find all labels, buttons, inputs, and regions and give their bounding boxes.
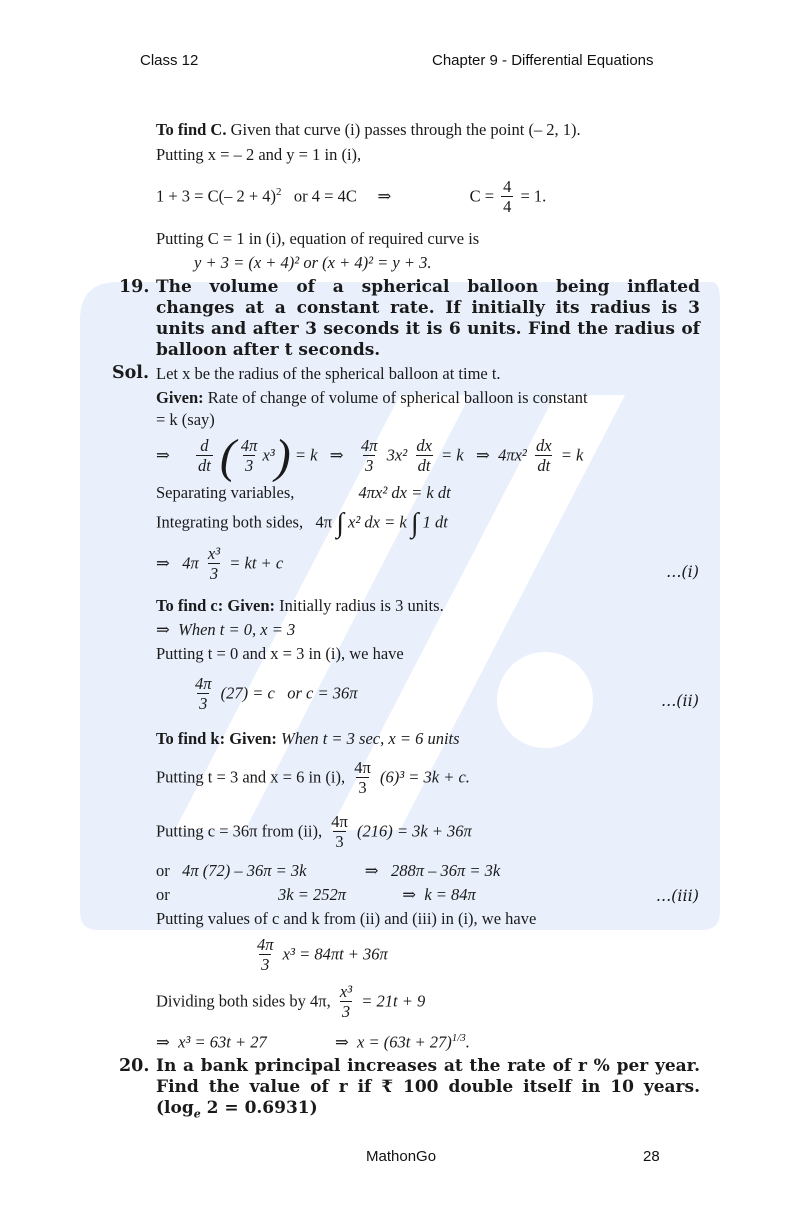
- question-20-number: 20.: [119, 1056, 150, 1076]
- derivative-equation: ⇒ $\frac{d}{dt}$ ( $\frac{4\pi}{3}$ x³) = k ⇒ $\frac{4\pi}{3}$ 3x² $\frac{dx}{dt}$ = k ⇒ 4πx² $\frac{dx}{dt}$ = k: [156, 430, 584, 483]
- find-k-line: To find k: Given: When t = 3 sec, x = 6 units: [156, 729, 460, 748]
- equation-k4: or 3k = 252π ⇒ k = 84π: [156, 885, 476, 904]
- separating-line: Separating variables, 4πx² dx = k dt: [156, 483, 451, 502]
- putting-line-6: Putting values of c and k from (ii) and (iii) in (i), we have: [156, 909, 537, 928]
- question-20-text: In a bank principal increases at the rate of r % per year. Find the value of r if ₹ 100 double itself in 10 years. ($\log_e$ 2 = 0.6931): [156, 1056, 700, 1121]
- given-k-line: = k (say): [156, 410, 215, 429]
- putting-line-3: Putting t = 0 and x = 3 in (i), we have: [156, 644, 404, 663]
- putting-line-5: Putting c = 36π from (ii), $\frac{4\pi}{3}$ (216) = 3k + 36π: [156, 812, 472, 852]
- question-19-text: The volume of a spherical balloon being inflated changes at a constant rate. If initially its radius is 3 units and after 3 seconds it is 6 units. Find the radius of balloon after t seconds.: [156, 277, 700, 360]
- find-c2-line: To find c: Given: Initially radius is 3 units.: [156, 596, 444, 615]
- putting-line-4: Putting t = 3 and x = 6 in (i), $\frac{4\pi}{3}$ (6)³ = 3k + c.: [156, 758, 470, 798]
- footer-brand: MathonGo: [366, 1148, 437, 1165]
- sol-label: Sol.: [112, 363, 150, 383]
- equation-k3: or 4π (72) – 36π = 3k ⇒ 288π – 36π = 3k: [156, 861, 501, 880]
- header-class: Class 12: [140, 52, 199, 69]
- integrating-line: Integrating both sides, 4π ∫ x² dx = k ∫ 1 dt: [156, 508, 448, 539]
- equation-i: ⇒ 4π $\frac{\text{x³}}{3}$ = kt + c: [156, 544, 284, 584]
- page-number: 28: [643, 1148, 660, 1165]
- equation-2: y + 3 = (x + 4)² or (x + 4)² = y + 3.: [194, 253, 432, 272]
- header-chapter: Chapter 9 - Differential Equations: [432, 52, 654, 69]
- find-c-line: To find C. Given that curve (i) passes through the point (– 2, 1).: [156, 120, 581, 139]
- equation-final-1: $\frac{4\pi}{3}$ x³ = 84πt + 36π: [257, 935, 388, 975]
- given-line: Given: Rate of change of volume of spherical balloon is constant: [156, 388, 588, 407]
- ref-ii: ...(ii): [661, 691, 699, 710]
- let-line: Let x be the radius of the spherical balloon at time t.: [156, 364, 501, 383]
- putting-line-1: Putting x = – 2 and y = 1 in (i),: [156, 145, 362, 164]
- question-19-number: 19.: [119, 277, 150, 297]
- putting-line-2: Putting C = 1 in (i), equation of required curve is: [156, 229, 480, 248]
- equation-final-3: ⇒ x³ = 63t + 27 ⇒ $x = (63t + 27)^{1/3}$.: [156, 1032, 470, 1052]
- dividing-line: Dividing both sides by 4π, $\frac{\text{x³}}{3}$ = 21t + 9: [156, 982, 426, 1022]
- equation-ii: $\frac{4\pi}{3}$ (27) = c or c = 36π: [195, 674, 358, 714]
- equation-1: 1 + 3 = C(– 2 + 4)$^2$ or 4 = 4C ⇒ C = $\frac{4}{4}$ = 1.: [156, 177, 547, 217]
- ref-i: ...(i): [666, 562, 699, 581]
- when-line-1: ⇒ When t = 0, x = 3: [156, 620, 296, 639]
- ref-iii: ...(iii): [655, 886, 699, 905]
